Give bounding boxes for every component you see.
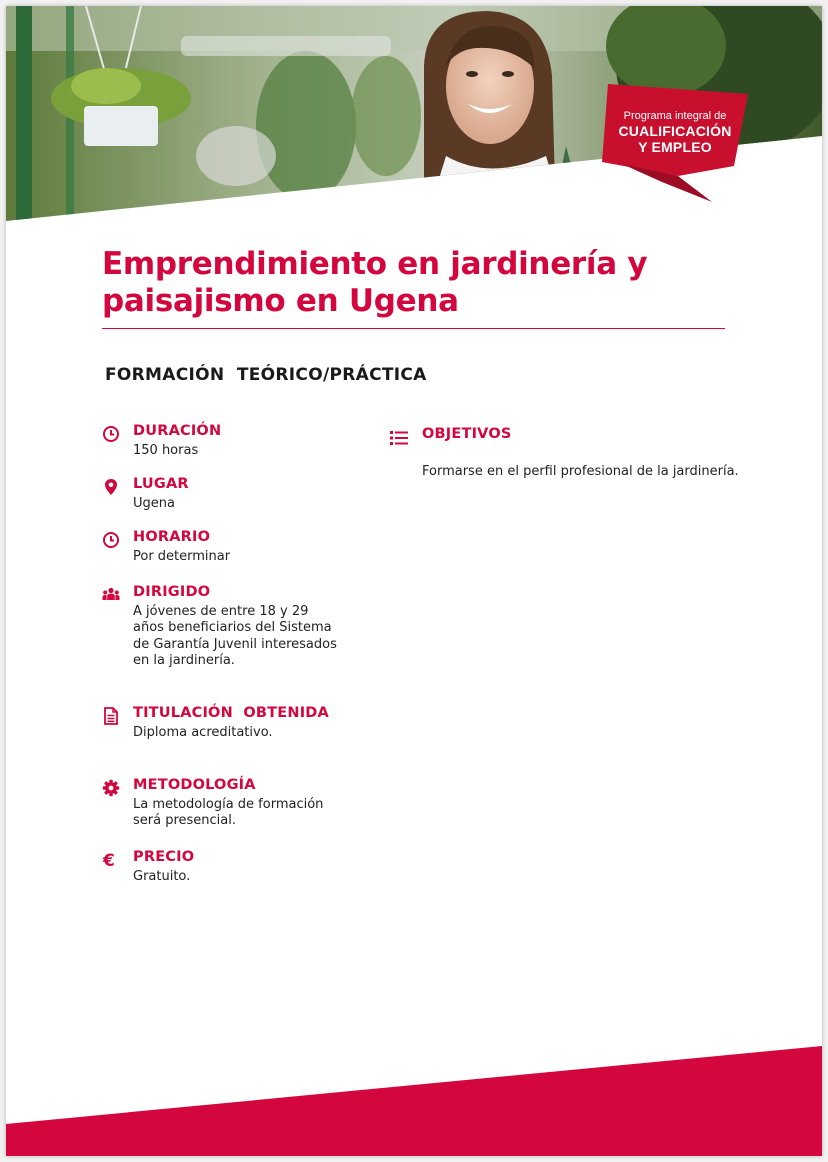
dirigido-value: A jóvenes de entre 18 y 29 años beneficiarios del Sistema de Garantía Juvenil interesados en la jardinería. — [133, 604, 337, 668]
precio-label: PRECIO — [133, 849, 195, 865]
badge-line-3: Y EMPLEO — [638, 139, 712, 155]
dirigido-label: DIRIGIDO — [133, 584, 211, 600]
gear-icon — [102, 779, 120, 797]
lugar-label: LUGAR — [133, 476, 189, 492]
metodologia-label: METODOLOGÍA — [133, 777, 256, 793]
list-icon — [390, 429, 408, 447]
horario-value: Por determinar — [133, 549, 231, 564]
duracion-label: DURACIÓN — [133, 423, 222, 439]
lugar-value: Ugena — [133, 496, 175, 511]
title-underline — [102, 328, 725, 329]
titulacion-label: TITULACIÓN OBTENIDA — [133, 705, 329, 721]
objetivos-label: OBJETIVOS — [422, 426, 512, 442]
footer-band — [6, 1046, 822, 1156]
header-photo — [6, 6, 822, 221]
people-icon — [102, 586, 120, 604]
duracion-value: 150 horas — [133, 443, 199, 458]
location-pin-icon — [102, 478, 120, 496]
course-title: Emprendimiento en jardinería y paisajismo en Ugena — [102, 246, 648, 319]
euro-icon — [102, 851, 120, 869]
badge-line-1: Programa integral de — [623, 110, 727, 122]
program-badge — [602, 84, 752, 202]
precio-value: Gratuito. — [133, 869, 191, 884]
clock-icon — [102, 425, 120, 443]
horario-label: HORARIO — [133, 529, 211, 545]
svg-text:€: € — [103, 851, 115, 869]
training-type: FORMACIÓN TEÓRICO/PRÁCTICA — [105, 365, 427, 385]
clock-icon — [102, 531, 120, 549]
badge-line-2: CUALIFICACIÓN — [618, 123, 732, 139]
objetivos-value: Formarse en el perfil profesional de la jardinería. — [422, 464, 739, 479]
metodologia-value: La metodología de formación será presencial. — [133, 797, 324, 829]
titulacion-value: Diploma acreditativo. — [133, 725, 273, 740]
document-icon — [102, 707, 120, 725]
document-page — [6, 6, 822, 1156]
